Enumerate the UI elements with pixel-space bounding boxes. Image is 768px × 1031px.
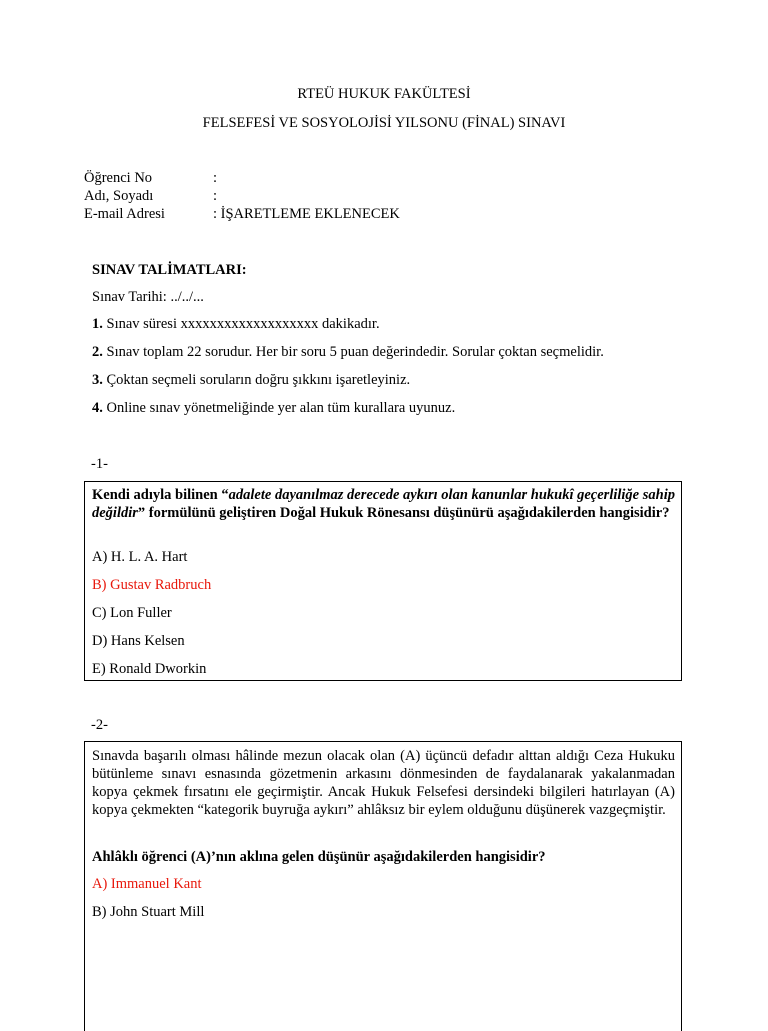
instruction-item [92,400,455,417]
instruction-number: 1. [92,316,103,332]
student-name-label: Adı, Soyadı [84,188,154,204]
stem-after: ” formülünü geliştiren Doğal Hukuk Rönesansı düşünürü aşağıdakilerden hangisidir? [137,505,670,521]
instructions-heading: SINAV TALİMATLARI: [92,262,247,278]
student-number-label: Öğrenci No [84,170,153,186]
student-number-value: : [213,170,218,186]
answer-option[interactable]: D) Hans Kelsen [92,633,185,649]
instruction-number: 2. [92,344,103,360]
answer-option[interactable]: B) John Stuart Mill [92,904,205,920]
instruction-text: Online sınav yönetmeliğinde yer alan tüm kurallara uyunuz. [102,400,456,416]
instruction-item [92,372,410,389]
question-stem: Ahlâklı öğrenci (A)’nın aklına gelen düşünür aşağıdakilerden hangisidir? [92,849,546,865]
student-name-value: : [213,188,218,204]
exam-date: Sınav Tarihi: ../../... [92,289,204,305]
email-value: : İŞARETLEME EKLENECEK [213,206,400,222]
answer-option[interactable]: E) Ronald Dworkin [92,661,207,677]
stem-before: Kendi adıyla bilinen “ [92,487,229,503]
answer-option[interactable]: C) Lon Fuller [92,605,172,621]
instruction-text: Sınav süresi xxxxxxxxxxxxxxxxxxx dakikadır. [102,316,380,332]
instruction-item [92,344,604,361]
question-number: -1- [91,456,108,472]
instruction-text: Çoktan seçmeli soruların doğru şıkkını işaretleyiniz. [102,372,411,388]
instruction-number: 3. [92,372,103,388]
answer-option-correct[interactable]: A) Immanuel Kant [92,876,202,892]
question-number: -2- [91,717,108,733]
question-scenario: Sınavda başarılı olması hâlinde mezun olacak olan (A) üçüncü defadır alttan aldığı Ceza Hukuku bütünleme sınavı esnasında gözetmenin arkasını dönmesinden de faydalanarak yakalanmadan kopya çekmek fırsatını ele geçirmiştir. Ancak Hukuk Felsefesi dersindeki bilgileri hatırlayan (A) kopya çekmekten “kategorik buyruğa aykırı” ahlâksız bir eylem olduğunu düşünerek vazgeçmiştir. [92,748,675,818]
answer-option[interactable]: A) H. L. A. Hart [92,549,188,565]
answer-option-correct[interactable]: B) Gustav Radbruch [92,577,212,593]
question-box [84,741,682,1031]
question-stem [92,486,675,522]
exam-title: FELSEFESİ VE SOSYOLOJİSİ YILSONU (FİNAL) SINAVI [202,115,566,131]
email-label: E-mail Adresi [84,206,165,222]
instruction-text: Sınav toplam 22 sorudur. Her bir soru 5 puan değerindedir. Sorular çoktan seçmelidir. [102,344,604,360]
stem-quote: adalete dayanılmaz derecede aykırı olan kanunlar hukukî geçerliliğe sahip değildir [92,487,675,521]
instruction-number: 4. [92,400,103,416]
institution-title: RTEÜ HUKUK FAKÜLTESİ [297,86,471,102]
instruction-item [92,316,380,333]
question-box [84,481,682,681]
